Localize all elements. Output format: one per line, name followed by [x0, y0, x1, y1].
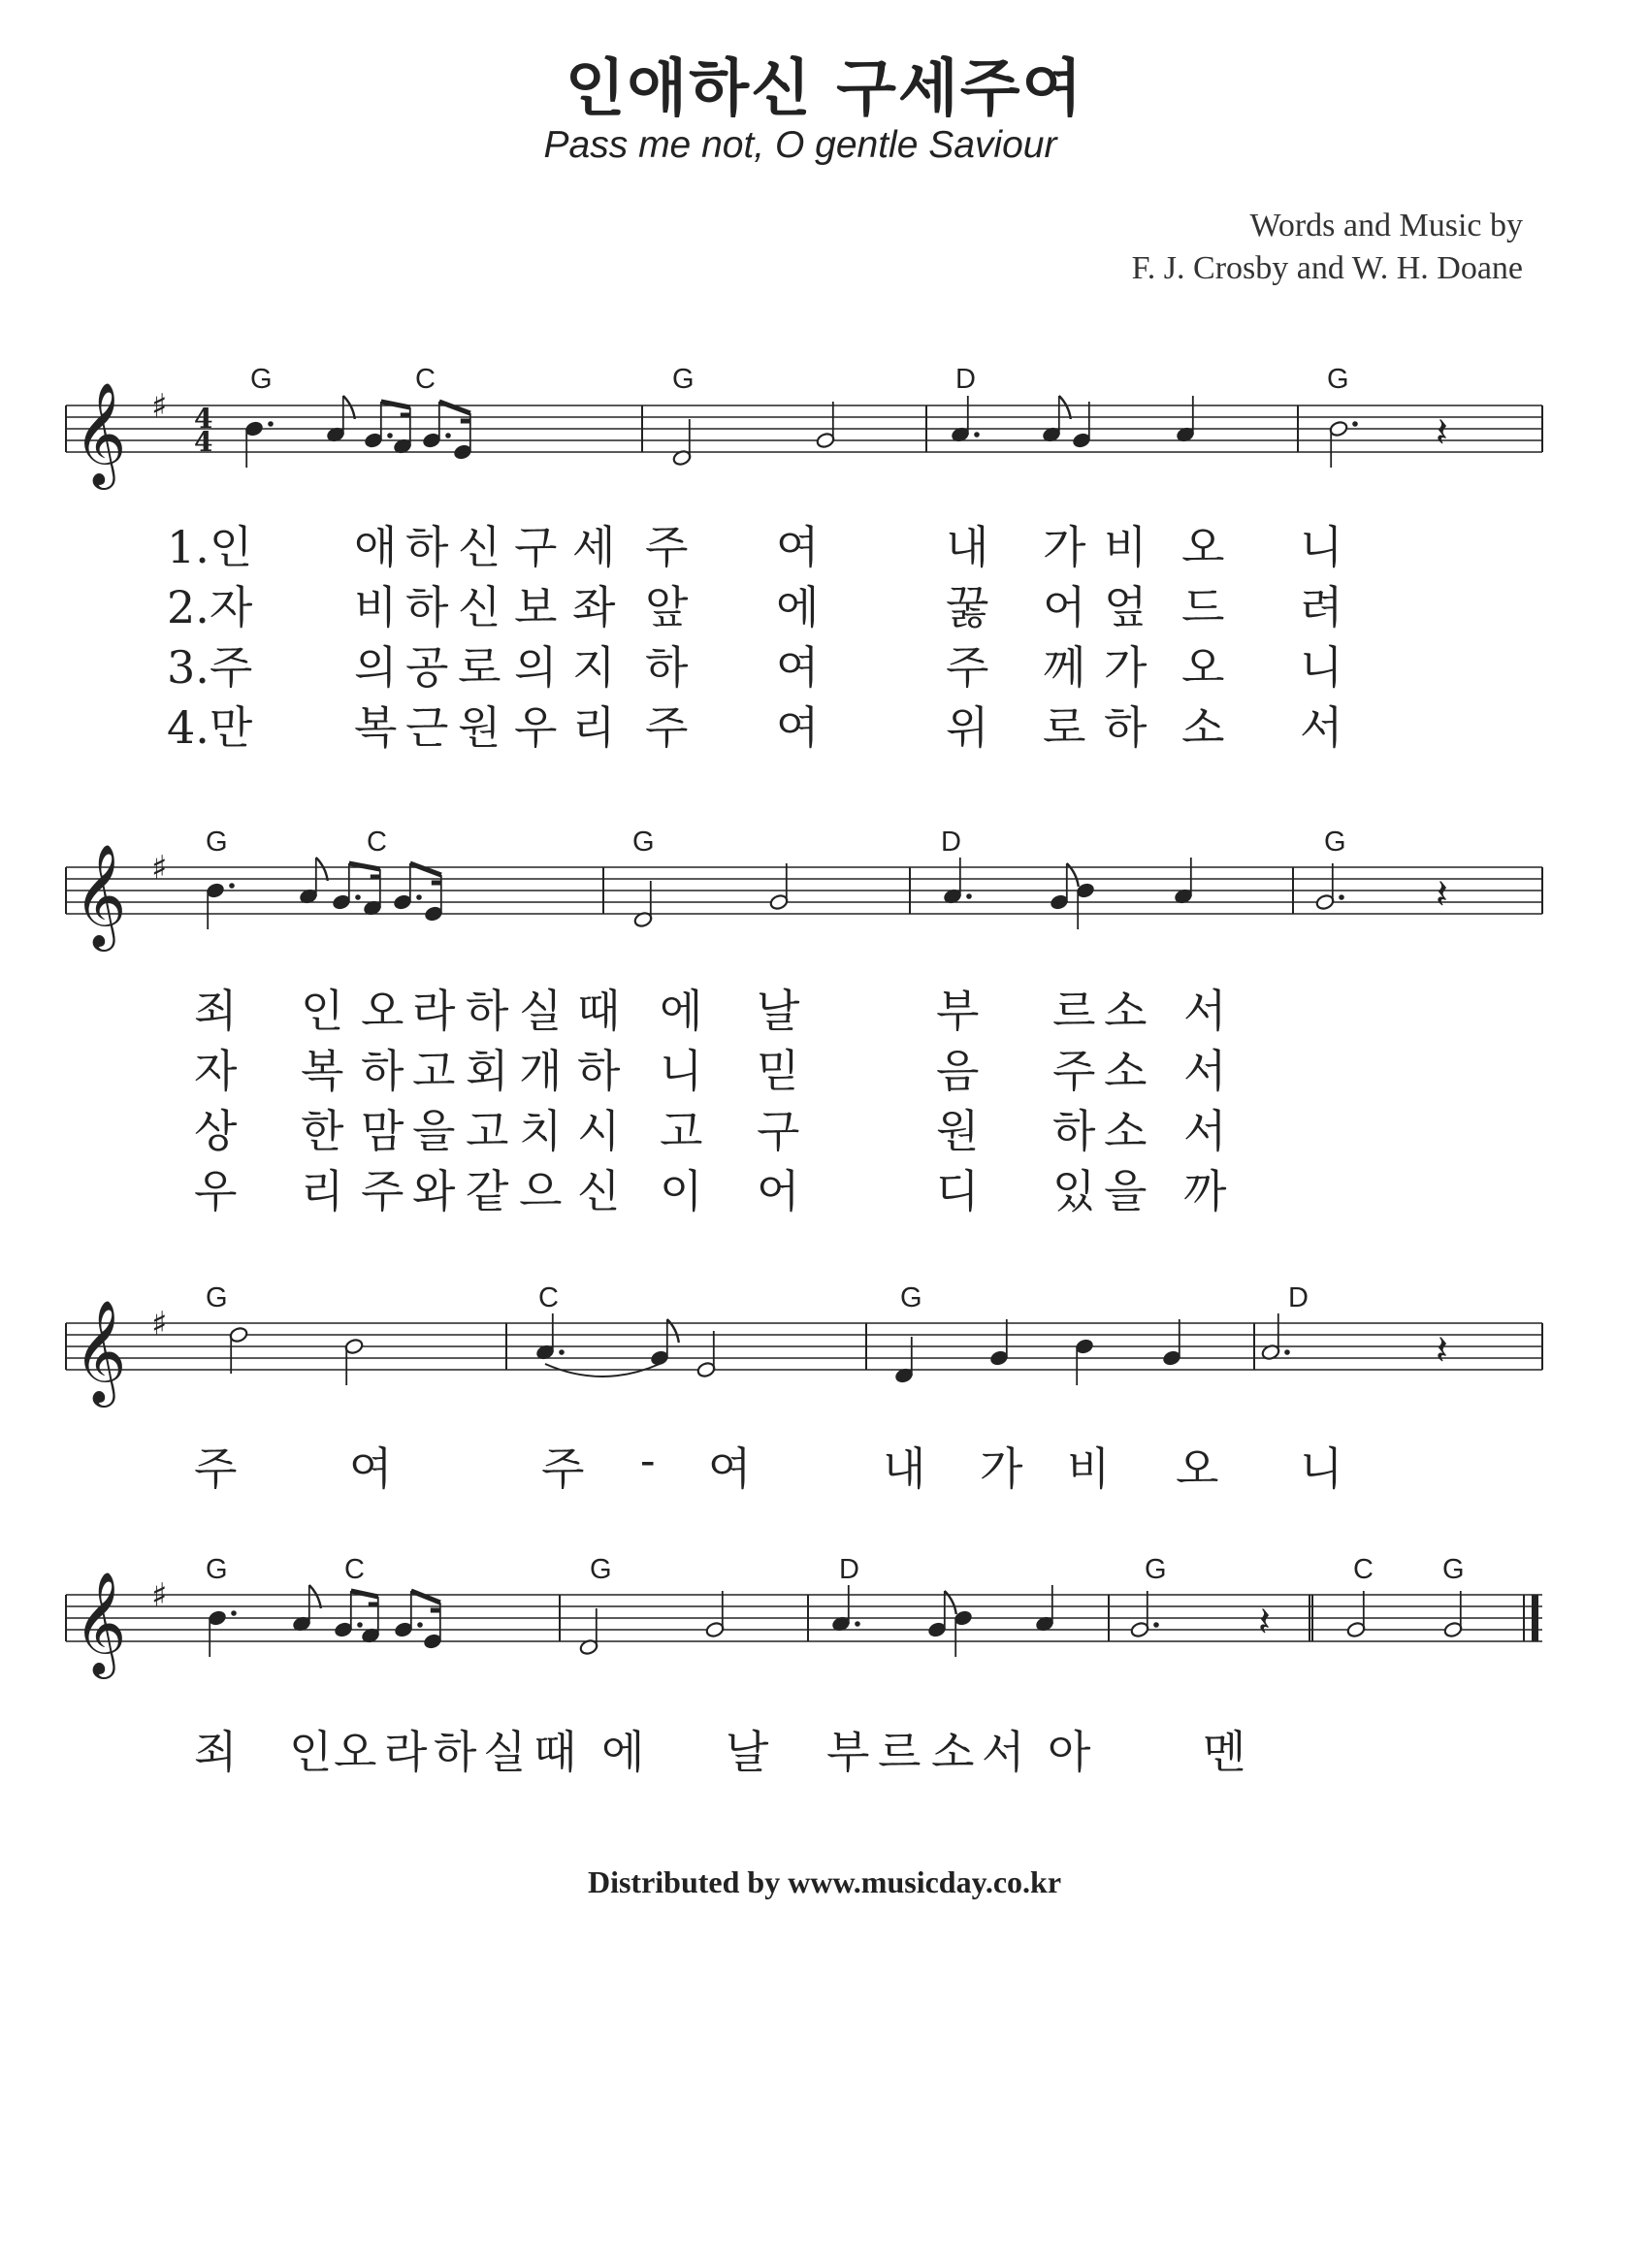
chord-symbol: G [206, 1554, 228, 1585]
chord-symbol: G [1327, 364, 1349, 395]
lyric-syllable: 치 [519, 1105, 563, 1157]
lyric-syllable: 여 [776, 701, 820, 754]
lyric-syllable: - [640, 1434, 656, 1486]
lyric-syllable: 소 [1104, 985, 1148, 1037]
staff-system [66, 1299, 1542, 1408]
lyric-syllable: 하 [466, 985, 509, 1037]
lyric-syllable: 소 [1181, 701, 1225, 754]
lyric-syllable: 우 [514, 701, 558, 754]
chord-symbol: C [344, 1554, 365, 1585]
lyric-syllable: 드 [1181, 581, 1225, 633]
staff-system [66, 381, 1542, 490]
chord-symbol: G [590, 1554, 612, 1585]
lyric-syllable: 주 [1052, 1045, 1096, 1097]
lyric-syllable: 여 [349, 1442, 393, 1495]
lyric-syllable: 리 [572, 701, 616, 754]
key-signature-sharp: ♯ [151, 387, 168, 426]
time-signature-bottom: 4 [194, 426, 213, 458]
lyric-syllable: 르 [878, 1726, 922, 1778]
lyric-syllable: 주 [946, 641, 989, 694]
lyric-syllable: 하 [1052, 1105, 1096, 1157]
lyric-syllable: 구 [514, 521, 558, 573]
lyric-syllable: 서 [1183, 1045, 1227, 1097]
lyric-syllable: 좌 [572, 581, 616, 633]
lyric-syllable: 보 [514, 581, 558, 633]
lyric-syllable: 있 [1052, 1165, 1096, 1217]
key-signature-sharp: ♯ [151, 1576, 168, 1615]
lyric-syllable: 라 [412, 985, 456, 1037]
lyric-syllable: 복 [301, 1045, 344, 1097]
lyric-syllable: 에 [660, 985, 703, 1037]
lyric-syllable: 니 [1300, 521, 1343, 573]
lyric-syllable: 지 [572, 641, 616, 694]
distribution-footer: Distributed by www.musicday.co.kr [587, 1864, 1062, 1899]
augmentation-dot [229, 883, 235, 889]
lyric-syllable: 까 [1183, 1165, 1227, 1217]
augmentation-dot [974, 432, 980, 437]
chord-symbol: G [1145, 1554, 1167, 1585]
lyric-syllable: 자 [194, 1045, 238, 1097]
lyric-syllable: 소 [931, 1726, 975, 1778]
lyric-syllable: 소 [1104, 1105, 1148, 1157]
chord-symbol: D [955, 364, 976, 395]
lyric-syllable: 원 [936, 1105, 980, 1157]
lyric-syllable: 같 [466, 1165, 509, 1217]
chord-symbol: G [250, 364, 273, 395]
chord-symbol: C [367, 826, 387, 858]
treble-clef: 𝄞 [74, 381, 127, 485]
key-signature-sharp: ♯ [151, 1305, 168, 1344]
lyric-syllable: 여 [708, 1442, 752, 1495]
lyric-syllable: 소 [1104, 1045, 1148, 1097]
lyric-syllable: 을 [412, 1105, 456, 1157]
lyric-syllable: 어 [757, 1165, 800, 1217]
lyric-syllable: 라 [384, 1726, 428, 1778]
lyric-syllable: 부 [936, 985, 980, 1037]
lyric-syllable: 복 [354, 701, 398, 754]
lyric-syllable: 죄 [194, 1726, 238, 1778]
augmentation-dot [966, 893, 972, 899]
lyric-syllable: 오 [1181, 521, 1225, 573]
lyric-syllable: 서 [982, 1726, 1025, 1778]
lyric-syllable: 하 [1104, 701, 1148, 754]
lyric-syllable: 한 [301, 1105, 344, 1157]
chord-symbol: D [839, 1554, 859, 1585]
lyric-syllable: 신 [577, 1165, 621, 1217]
lyric-syllable: 고 [466, 1105, 509, 1157]
lyric-syllable: 디 [936, 1165, 980, 1217]
lyric-syllable: 께 [1043, 641, 1086, 694]
lyric-syllable: 원 [458, 701, 501, 754]
lyric-syllable: 오 [361, 985, 404, 1037]
chord-symbol: C [538, 1282, 559, 1313]
lyric-syllable: 을 [1104, 1165, 1148, 1217]
lyric-syllable: 으 [519, 1165, 563, 1217]
staff-system [66, 843, 1542, 952]
lyric-syllable: 음 [936, 1045, 980, 1097]
chord-symbol: D [1288, 1282, 1309, 1313]
lyric-syllable: 하 [361, 1045, 404, 1097]
lyric-syllable: 가 [980, 1442, 1023, 1495]
lyric-syllable: 려 [1300, 581, 1343, 633]
lyric-syllable: 가 [1043, 521, 1086, 573]
lyric-syllable: 엎 [1104, 581, 1148, 633]
lyric-syllable: 와 [412, 1165, 456, 1217]
lyric-syllable: 때 [577, 985, 621, 1037]
lyric-syllable: 비 [354, 581, 398, 633]
note-flag [309, 1585, 321, 1608]
lyric-syllable: 믿 [757, 1045, 800, 1097]
chord-symbol: G [672, 364, 695, 395]
chord-symbol: G [632, 826, 655, 858]
augmentation-dot [357, 1622, 363, 1628]
lyric-syllable: 실 [483, 1726, 527, 1778]
augmentation-dot [416, 894, 422, 900]
note-flag [343, 396, 355, 419]
note-beam [411, 1591, 440, 1603]
lyric-syllable: 세 [572, 521, 616, 573]
lyric-syllable: 2.자 [167, 581, 253, 633]
lyric-syllable: 인 [289, 1726, 333, 1778]
lyric-syllable: 상 [194, 1105, 238, 1157]
lyric-syllable: 시 [577, 1105, 621, 1157]
composer-line: F. J. Crosby and W. H. Doane [1131, 250, 1523, 286]
lyric-syllable: 꿇 [946, 581, 989, 633]
lyric-syllable: 멘 [1203, 1726, 1246, 1778]
lyric-syllable: 의 [514, 641, 558, 694]
lyric-syllable: 고 [660, 1105, 703, 1157]
lyric-syllable: 신 [458, 521, 501, 573]
lyric-syllable: 리 [301, 1165, 344, 1217]
lyric-syllable: 로 [458, 641, 501, 694]
lyric-syllable: 회 [466, 1045, 509, 1097]
lyric-syllable: 위 [946, 701, 989, 754]
chord-symbol: G [1442, 1554, 1465, 1585]
lyric-syllable: 가 [1104, 641, 1148, 694]
lyric-syllable: 하 [405, 521, 449, 573]
chord-symbol: G [206, 826, 228, 858]
lyric-syllable: 우 [194, 1165, 238, 1217]
lyric-syllable: 아 [1048, 1726, 1091, 1778]
chord-symbol: D [941, 826, 961, 858]
lyric-syllable: 여 [776, 641, 820, 694]
augmentation-dot [268, 421, 274, 427]
lyric-syllable: 부 [826, 1726, 870, 1778]
note-beam [381, 402, 410, 407]
chord-symbol: C [415, 364, 436, 395]
lyric-syllable: 1.인 [167, 521, 253, 573]
lyric-syllable: 주 [645, 521, 689, 573]
lyric-syllable: 이 [660, 1165, 703, 1217]
lyric-syllable: 의 [354, 641, 398, 694]
augmentation-dot [1352, 421, 1358, 427]
lyric-syllable: 서 [1183, 1105, 1227, 1157]
lyric-syllable: 공 [405, 641, 449, 694]
augmentation-dot [355, 894, 361, 900]
chord-symbol: G [900, 1282, 922, 1313]
quarter-rest: 𝄽 [1258, 1598, 1271, 1645]
treble-clef: 𝄞 [74, 1571, 127, 1674]
lyric-syllable: 오 [1181, 641, 1225, 694]
lyric-syllable: 주 [361, 1165, 404, 1217]
lyric-syllable: 날 [757, 985, 800, 1037]
lyric-syllable: 서 [1300, 701, 1343, 754]
song-title: 인애하신 구세주여 [565, 53, 1084, 125]
lyric-syllable: 인 [301, 985, 344, 1037]
note-flag [316, 858, 328, 881]
lyric-syllable: 어 [1043, 581, 1086, 633]
note-beam [351, 1591, 378, 1597]
augmentation-dot [1284, 1349, 1290, 1355]
time-signature-top: 4 [194, 403, 213, 435]
lyric-syllable: 앞 [645, 581, 689, 633]
note-beam [410, 863, 441, 875]
credit-line: Words and Music by [1249, 208, 1523, 243]
lyric-syllable: 주 [541, 1442, 585, 1495]
lyric-syllable: 니 [1300, 641, 1343, 694]
lyric-syllable: 고 [412, 1045, 456, 1097]
augmentation-dot [855, 1621, 860, 1627]
lyric-syllable: 주 [645, 701, 689, 754]
lyric-syllable: 오 [334, 1726, 377, 1778]
lyric-syllable: 로 [1043, 701, 1086, 754]
lyric-syllable: 하 [645, 641, 689, 694]
lyric-syllable: 애 [354, 521, 398, 573]
chord-symbol: G [206, 1282, 228, 1313]
lyric-syllable: 개 [519, 1045, 563, 1097]
augmentation-dot [231, 1610, 237, 1616]
lyric-syllable: 주 [194, 1442, 238, 1495]
note-beam [349, 863, 380, 869]
lyric-syllable: 비 [1067, 1442, 1111, 1495]
lyric-syllable: 실 [519, 985, 563, 1037]
treble-clef: 𝄞 [74, 1299, 127, 1403]
lyric-syllable: 날 [726, 1726, 769, 1778]
chord-symbol: G [1324, 826, 1346, 858]
lyric-syllable: 비 [1104, 521, 1148, 573]
quarter-rest: 𝄽 [1436, 408, 1448, 456]
lyric-syllable: 르 [1052, 985, 1096, 1037]
lyric-syllable: 근 [405, 701, 449, 754]
augmentation-dot [417, 1622, 423, 1628]
lyric-syllable: 니 [1300, 1442, 1343, 1495]
lyric-syllable: 오 [1176, 1442, 1219, 1495]
quarter-rest: 𝄽 [1436, 870, 1448, 918]
lyric-syllable: 하 [434, 1726, 477, 1778]
song-subtitle: Pass me not, O gentle Saviour [543, 124, 1057, 166]
lyric-syllable: 니 [660, 1045, 703, 1097]
lyric-syllable: 여 [776, 521, 820, 573]
lyric-syllable: 3.주 [167, 641, 253, 694]
quarter-rest: 𝄽 [1436, 1326, 1448, 1374]
lyric-syllable: 서 [1183, 985, 1227, 1037]
lyric-syllable: 하 [405, 581, 449, 633]
lyric-syllable: 내 [946, 521, 989, 573]
staff-system [66, 1571, 1542, 1679]
lyric-syllable: 죄 [194, 985, 238, 1037]
augmentation-dot [445, 433, 451, 438]
lyric-syllable: 에 [601, 1726, 645, 1778]
lyric-syllable: 구 [757, 1105, 800, 1157]
lyric-syllable: 에 [776, 581, 820, 633]
lyric-syllable: 하 [577, 1045, 621, 1097]
key-signature-sharp: ♯ [151, 849, 168, 888]
augmentation-dot [1153, 1622, 1159, 1628]
final-bar-thick [1532, 1595, 1538, 1641]
lyric-syllable: 때 [534, 1726, 577, 1778]
lyric-syllable: 신 [458, 581, 501, 633]
augmentation-dot [559, 1349, 565, 1355]
lyric-syllable: 4.만 [167, 701, 253, 754]
augmentation-dot [387, 433, 393, 438]
treble-clef: 𝄞 [74, 843, 127, 947]
note-flag [1059, 396, 1071, 419]
augmentation-dot [1339, 894, 1344, 900]
lyric-syllable: 내 [883, 1442, 926, 1495]
note-beam [439, 402, 470, 413]
lyric-syllable: 맘 [361, 1105, 404, 1157]
chord-symbol: C [1353, 1554, 1374, 1585]
